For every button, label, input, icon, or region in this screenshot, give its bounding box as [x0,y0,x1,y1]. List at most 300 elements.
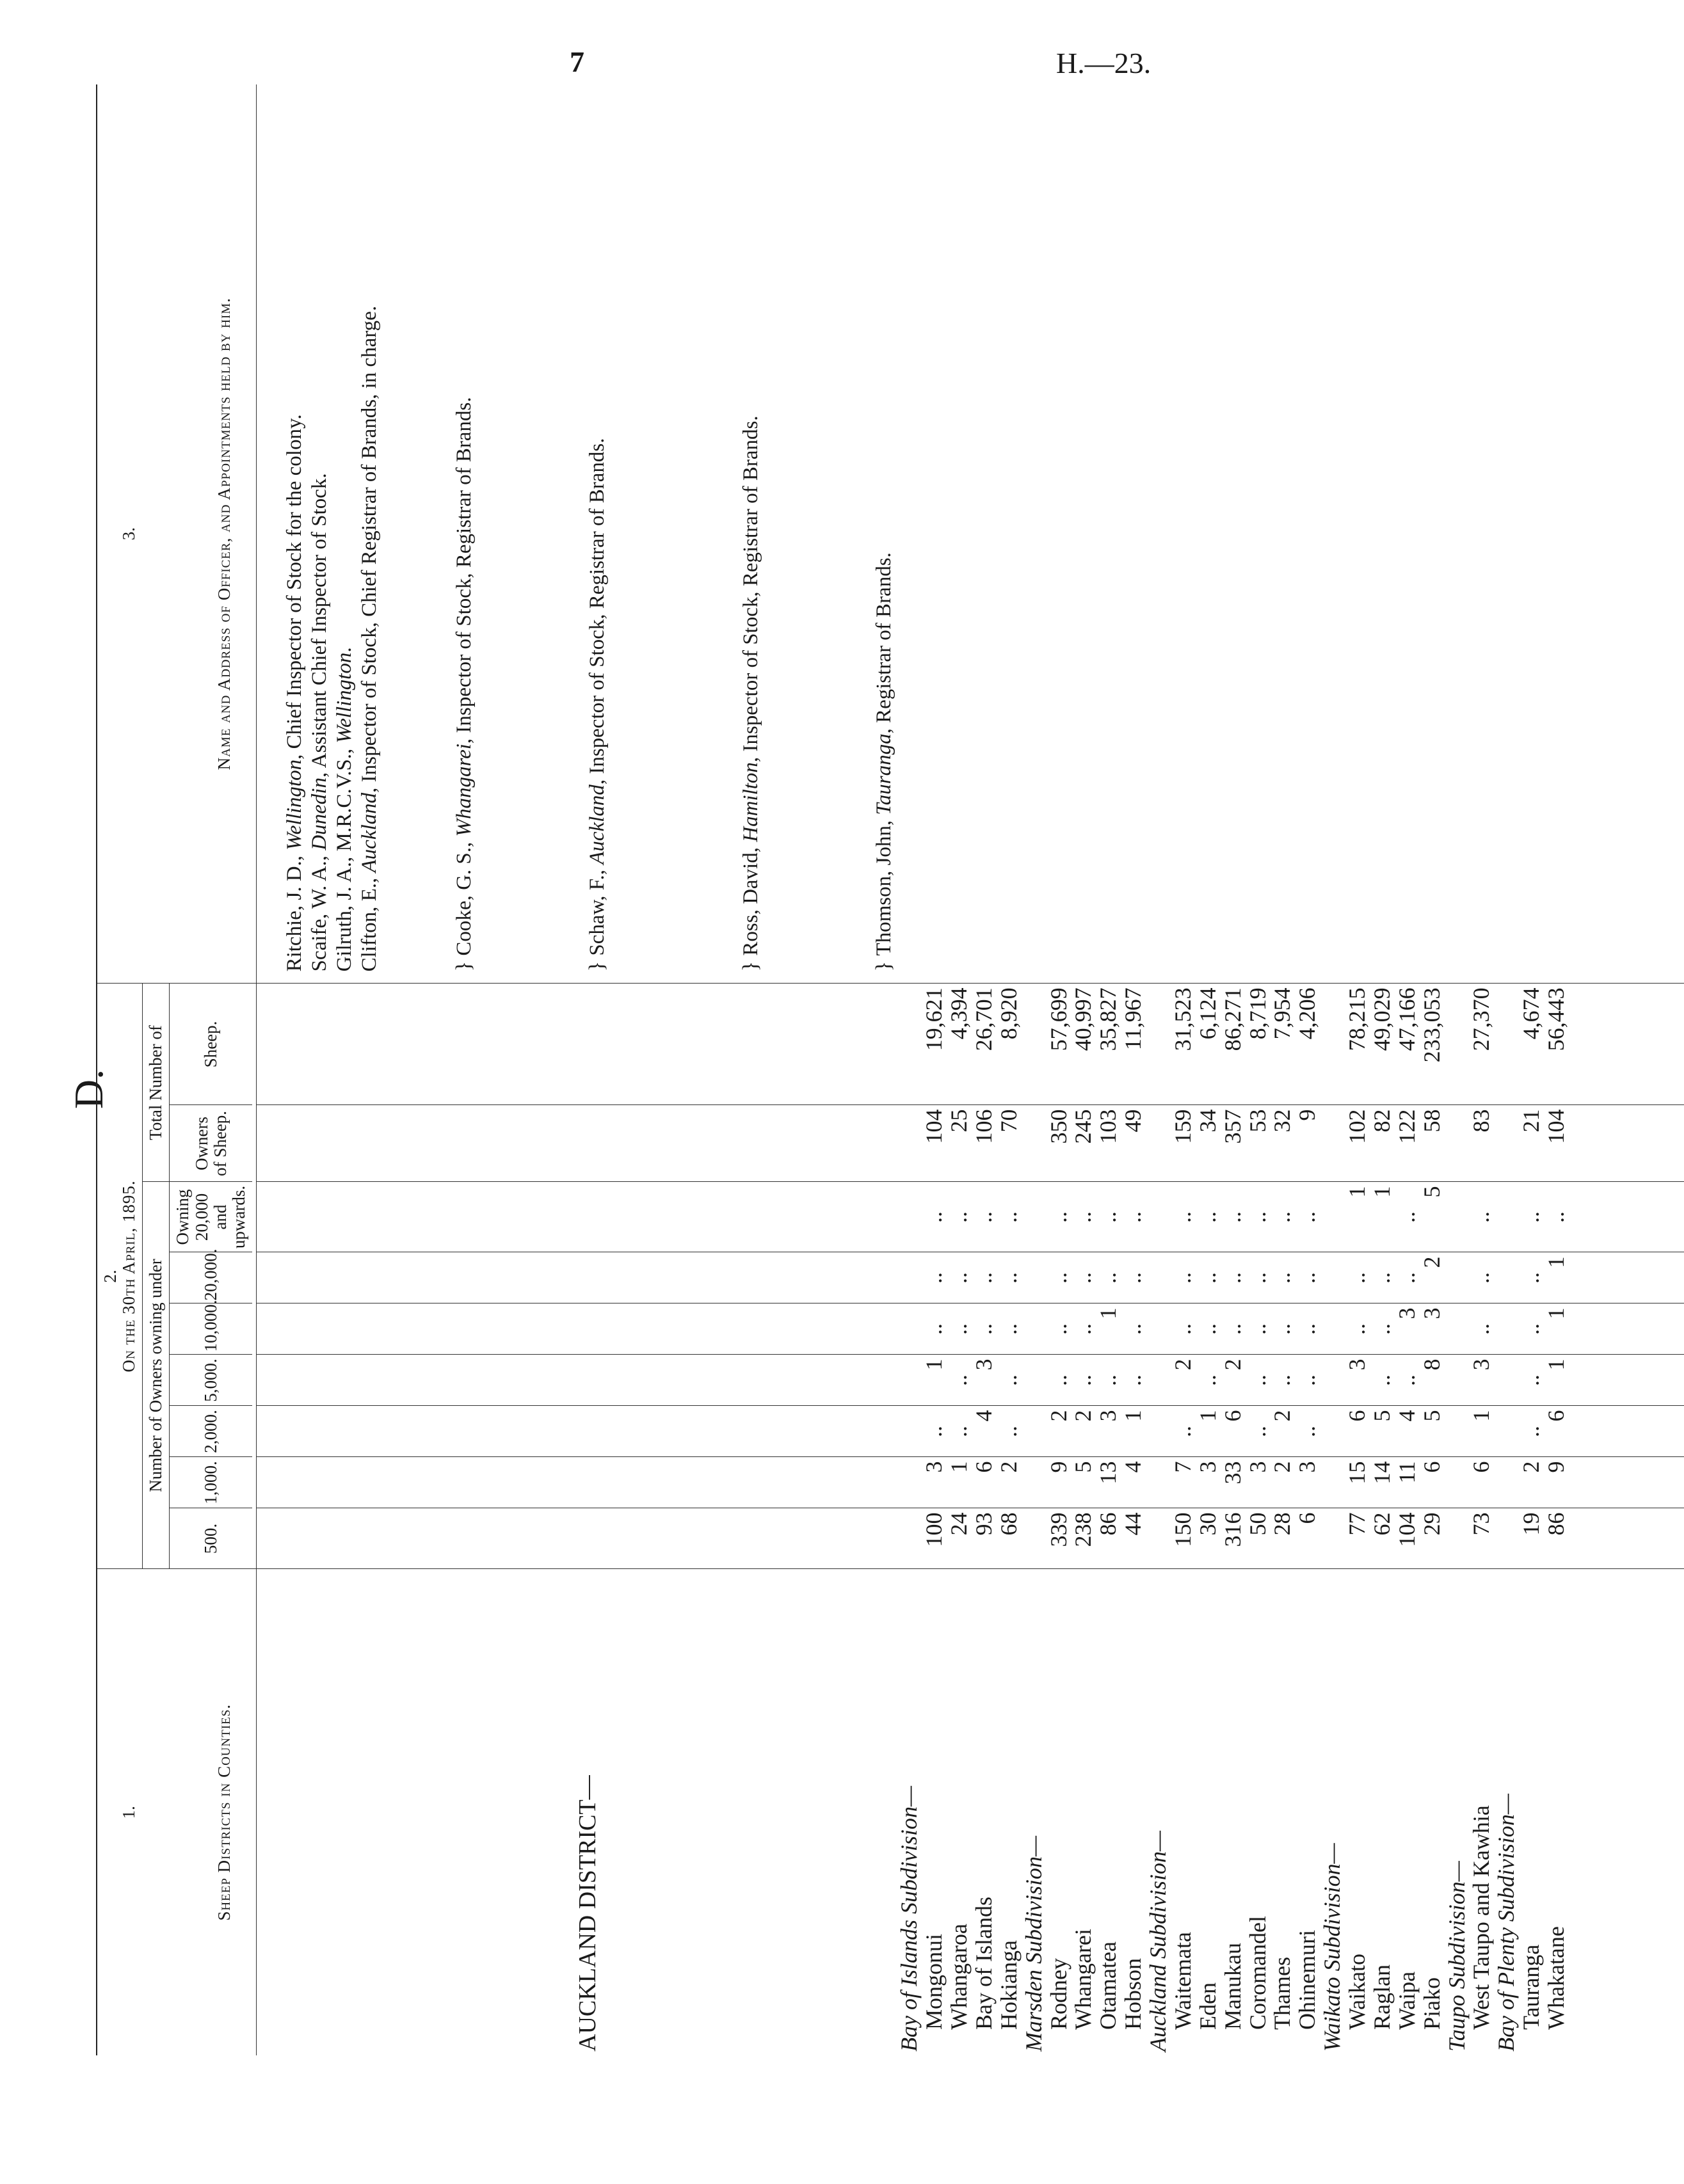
owners-under-5000: .. [947,1355,972,1406]
county-name: Waikato [1345,1569,1370,2055]
owners-under-500: 30 [1196,1508,1221,1569]
owners-under-1000: 2 [1519,1457,1544,1508]
owners-under-2000: 1 [1121,1406,1146,1457]
empty-cell [1146,1182,1171,1252]
owners-under-500: 238 [1071,1508,1096,1569]
owners-under-2000: .. [1171,1406,1196,1457]
owners-under-2000: 1 [1469,1406,1494,1457]
empty-cell [1494,1406,1519,1457]
county-row [1196,84,1221,2055]
officer-entry: Scaife, W. A., Dunedin, Assistant Chief Inspector of Stock. [308,473,332,972]
owners-under-10000: .. [1295,1303,1320,1355]
total-sheep: 56,443 [1544,984,1569,1105]
owners-under-20000: .. [1121,1252,1146,1303]
owners-under-2000: .. [1519,1406,1544,1457]
band-10000: 10,000. [170,1303,252,1355]
brace-mark: } [584,955,609,972]
owners-under-1000: 5 [1071,1457,1096,1508]
total-owners: 103 [1096,1105,1121,1182]
total-sheep: 8,719 [1246,984,1271,1105]
owners-under-10000: .. [1469,1303,1494,1355]
owners-under-2000: 5 [1370,1406,1395,1457]
total-sheep: 11,967 [1121,984,1146,1105]
owners-under-5000: .. [1519,1355,1544,1406]
table-row [257,84,575,2055]
empty-cell [1022,1406,1046,1457]
document-reference: H.—23. [1056,47,1151,79]
empty-cell [1022,984,1046,1105]
empty-cell [1022,1252,1046,1303]
total-owners: 34 [1196,1105,1221,1182]
owners-under-20000: .. [1295,1252,1320,1303]
empty-cell [1445,1182,1470,1252]
owners-under-10000: 1 [1096,1303,1121,1355]
total-sheep: 4,206 [1295,984,1320,1105]
owners-under-20000: 2 [1420,1252,1445,1303]
county-row [997,84,1022,2055]
owners-20000-upwards: .. [1121,1182,1146,1252]
subdivision-name: Auckland Subdivision— [1146,1569,1171,2055]
owners-under-10000: .. [1171,1303,1196,1355]
empty-cell [1146,1355,1171,1406]
empty-cell [1494,1252,1519,1303]
owners-under-10000: .. [1046,1303,1071,1355]
county-row [1270,84,1295,2055]
empty-cell [1146,1105,1171,1182]
owners-under-500: 93 [972,1508,997,1569]
officer-entry: Ritchie, J. D., Wellington, Chief Inspector of Stock for the colony. [283,414,307,972]
owners-20000-upwards: .. [1171,1182,1196,1252]
owners-20000-upwards: .. [1395,1182,1420,1252]
owners-under-20000: .. [922,1252,947,1303]
county-row [1370,84,1395,2055]
total-owners: 357 [1221,1105,1246,1182]
officer-entry: Gilruth, J. A., M.R.C.V.S., Wellington. [332,647,356,972]
empty-cell [1022,1182,1046,1252]
total-owners: 53 [1246,1105,1271,1182]
owners-20000-upwards: .. [1544,1182,1569,1252]
col3-title: Name and Address of Officer, and Appointments held by him. [214,298,234,770]
owners-under-20000: .. [1345,1252,1370,1303]
total-owners: 32 [1270,1105,1295,1182]
empty-cell [897,1508,922,1569]
county-name: Ohinemuri [1295,1569,1320,2055]
owners-under-10000: .. [1519,1303,1544,1355]
empty-cell [897,1406,922,1457]
owners-under-500: 73 [1469,1508,1494,1569]
empty-cell [1146,1508,1171,1569]
total-sheep: 7,954 [1270,984,1295,1105]
owners-20000-upwards: .. [1221,1182,1246,1252]
officer-entry: } Schaw, F., Auckland, Inspector of Stock, Registrar of Brands. [584,438,609,972]
owners-under-2000: 4 [1395,1406,1420,1457]
empty-cell [1146,1406,1171,1457]
subdivision-name: Taupo Subdivision— [1445,1569,1470,2055]
total-owners: 70 [997,1105,1022,1182]
owners-under-1000: 15 [1345,1457,1370,1508]
county-row [1544,84,1569,2055]
owners-under-1000: 9 [1046,1457,1071,1508]
empty-cell [1494,1355,1519,1406]
owners-20000-upwards: .. [947,1182,972,1252]
owners-under-5000: .. [997,1355,1022,1406]
band-1000: 1,000. [170,1457,252,1508]
district-title: AUCKLAND DISTRICT— [575,1569,897,2055]
county-rows [897,84,1569,2055]
empty-cell [897,1355,922,1406]
owners-20000-upwards: .. [1270,1182,1295,1252]
empty-cell [1022,1105,1046,1182]
owners-under-2000: 3 [1096,1406,1121,1457]
owners-under-5000: .. [1370,1355,1395,1406]
owners-under-500: 29 [1420,1508,1445,1569]
subdivision-row [1320,84,1345,2055]
empty-cell [1320,1303,1345,1355]
county-row [972,84,997,2055]
band-20000: 20,000. [170,1252,252,1303]
empty-cell [1494,1182,1519,1252]
empty-cell [1146,1303,1171,1355]
empty-cell [897,1252,922,1303]
table-footer [1569,84,1684,2055]
owners-under-10000: .. [922,1303,947,1355]
subdivision-row [897,84,922,2055]
empty-cell [1320,984,1345,1105]
total-sheep: 6,124 [1196,984,1221,1105]
owners-under-1000: 1 [947,1457,972,1508]
county-name: Whangarei [1071,1569,1096,2055]
owners-under-10000: .. [1345,1303,1370,1355]
total-sheep: 78,215 [1345,984,1370,1105]
col1-number: 1. [118,1806,138,1819]
empty-cell [1022,1355,1046,1406]
owners-under-20000: .. [1046,1252,1071,1303]
empty-cell [1494,1105,1519,1182]
owners-under-1000: 11 [1395,1457,1420,1508]
total-sheep: 35,827 [1096,984,1121,1105]
owners-under-500: 150 [1171,1508,1196,1569]
empty-cell [1320,1105,1345,1182]
owners-under-5000: .. [1270,1355,1295,1406]
empty-cell [897,1105,922,1182]
subdivision-row [1445,84,1470,2055]
owners-under-500: 68 [997,1508,1022,1569]
owners-under-20000: .. [1246,1252,1271,1303]
owners-under-500: 316 [1221,1508,1246,1569]
total-owners: 49 [1121,1105,1146,1182]
owners-under-500: 6 [1295,1508,1320,1569]
county-name: Mongonui [922,1569,947,2055]
owners-under-10000: .. [1221,1303,1246,1355]
total-sheep: 27,370 [1469,984,1494,1105]
owners-under-2000: 4 [972,1406,997,1457]
empty-cell [1445,1303,1470,1355]
total-sheep: 19,621 [922,984,947,1105]
owners-20000-upwards: 1 [1345,1182,1370,1252]
brace-mark: } [739,955,763,972]
owners-under-1000: 9 [1544,1457,1569,1508]
owners-under-20000: .. [1196,1252,1221,1303]
owners-under-1000: 3 [1295,1457,1320,1508]
owners-under-20000: .. [1171,1252,1196,1303]
owners-under-20000: .. [972,1252,997,1303]
owners-under-20000: .. [947,1252,972,1303]
total-sheep: 4,394 [947,984,972,1105]
county-row [1345,84,1370,2055]
county-row [947,84,972,2055]
total-owners: 104 [1544,1105,1569,1182]
empty-cell [1146,984,1171,1105]
empty-cell [1494,1457,1519,1508]
col2-title: On the 30th April, 1895. [119,1180,139,1373]
owners-under-1000: 7 [1171,1457,1196,1508]
owners-under-500: 339 [1046,1508,1071,1569]
total-number-header: Total Number of [143,984,170,1182]
owners-under-20000: .. [1469,1252,1494,1303]
owners-under-10000: .. [972,1303,997,1355]
owners-under-5000: 8 [1420,1355,1445,1406]
county-row [1295,84,1320,2055]
subdivision-name: Waikato Subdivision— [1320,1569,1345,2055]
county-name: Raglan [1370,1569,1395,2055]
owners-under-500: 86 [1096,1508,1121,1569]
owners-20000-upwards: .. [997,1182,1022,1252]
total-sheep: 31,523 [1171,984,1196,1105]
owners-under-1000: 6 [972,1457,997,1508]
county-name: Whakatane [1544,1569,1569,2055]
owners-20000-upwards: 5 [1420,1182,1445,1252]
col1-header [97,1569,257,2055]
empty-cell [897,1457,922,1508]
owners-of-sheep-header: Owners of Sheep. [170,1105,252,1182]
county-row [1171,84,1196,2055]
owners-under-5000: .. [1246,1355,1271,1406]
empty-cell [1146,1252,1171,1303]
county-row [922,84,947,2055]
empty-cell [897,984,922,1105]
officer-entry: } Ross, David, Hamilton, Inspector of Stock, Registrar of Brands. [739,415,763,972]
owners-under-2000: 6 [1345,1406,1370,1457]
appendix-letter: D. [66,1069,112,1110]
officers-cell [257,84,897,984]
county-row [1469,84,1494,2055]
sheep-districts-table [96,84,1684,2055]
empty-cell [1022,1303,1046,1355]
owners-under-10000: .. [1370,1303,1395,1355]
owners-under-500: 19 [1519,1508,1544,1569]
owners-under-5000: 2 [1221,1355,1246,1406]
owners-under-2000: .. [1246,1406,1271,1457]
total-owners: 21 [1519,1105,1544,1182]
owners-under-10000: .. [1196,1303,1221,1355]
total-owners: 25 [947,1105,972,1182]
owners-under-1000: 3 [922,1457,947,1508]
total-sheep: 40,997 [1071,984,1096,1105]
empty-cell [1445,1406,1470,1457]
owners-under-1000: 6 [1420,1457,1445,1508]
empty-cell [1022,1508,1046,1569]
owners-20000-upwards: .. [1196,1182,1221,1252]
total-sheep: 49,029 [1370,984,1395,1105]
empty-cell [1320,1355,1345,1406]
county-name: Waitemata [1171,1569,1196,2055]
owners-under-500: 44 [1121,1508,1146,1569]
owners-under-10000: 3 [1395,1303,1420,1355]
owners-under-2000: 2 [1046,1406,1071,1457]
county-name: Coromandel [1246,1569,1271,2055]
owners-20000-upwards: 1 [1370,1182,1395,1252]
owners-under-5000: .. [1046,1355,1071,1406]
total-sheep: 233,053 [1420,984,1445,1105]
band-5000: 5,000. [170,1355,252,1406]
band-500: 500. [170,1508,252,1569]
subdivision-name: Bay of Islands Subdivision— [897,1569,922,2055]
empty-cell [1445,1508,1470,1569]
county-name: Tauranga [1519,1569,1544,2055]
total-owners: 159 [1171,1105,1196,1182]
owners-under-500: 77 [1345,1508,1370,1569]
owners-under-2000: .. [1295,1406,1320,1457]
owners-under-1000: 4 [1121,1457,1146,1508]
county-name: Thames [1270,1569,1295,2055]
owners-under-2000: 6 [1221,1406,1246,1457]
brace-mark: } [872,955,896,972]
brace-mark: } [451,955,476,972]
empty-cell [1320,1252,1345,1303]
owners-under-20000: 1 [1544,1252,1569,1303]
owners-under-1000: 14 [1370,1457,1395,1508]
county-name: West Taupo and Kawhia [1469,1569,1494,2055]
county-name: Piako [1420,1569,1445,2055]
owners-under-500: 86 [1544,1508,1569,1569]
col2-number: 2. [100,1270,120,1283]
owners-20000-upwards: .. [1046,1182,1071,1252]
owners-20000-upwards: .. [1096,1182,1121,1252]
owners-under-20000: .. [1395,1252,1420,1303]
empty-cell [1022,1457,1046,1508]
owners-under-20000: .. [1221,1252,1246,1303]
owners-20000-upwards: .. [972,1182,997,1252]
county-row [1221,84,1246,2055]
total-owners: 9 [1295,1105,1320,1182]
owners-under-10000: .. [1121,1303,1146,1355]
owners-under-2000: 2 [1270,1406,1295,1457]
county-row [1121,84,1146,2055]
officer-entry: } Cooke, G. S., Whangarei, Inspector of Stock, Registrar of Brands. [451,397,476,972]
officer-entry: } Thomson, John, Tauranga, Registrar of Brands. [872,552,896,972]
owners-under-20000: .. [1071,1252,1096,1303]
owners-under-header: Number of Owners owning under [143,1182,170,1569]
total-owners: 122 [1395,1105,1420,1182]
empty-cell [1146,1457,1171,1508]
empty-cell [1445,984,1470,1105]
total-owners: 106 [972,1105,997,1182]
col1-title: Sheep Districts in Counties. [214,1703,234,1921]
owners-under-2000: .. [922,1406,947,1457]
total-sheep: 8,920 [997,984,1022,1105]
owners-20000-upwards: .. [1295,1182,1320,1252]
owners-under-5000: .. [1395,1355,1420,1406]
owners-under-5000: .. [1096,1355,1121,1406]
owners-under-500: 62 [1370,1508,1395,1569]
empty-cell [1320,1182,1345,1252]
owners-under-500: 24 [947,1508,972,1569]
empty-cell [897,1182,922,1252]
owners-under-5000: 3 [1345,1355,1370,1406]
owners-under-20000: .. [1096,1252,1121,1303]
empty-cell [1494,1508,1519,1569]
owners-under-1000: 6 [1469,1457,1494,1508]
owners-under-1000: 3 [1196,1457,1221,1508]
total-owners: 58 [1420,1105,1445,1182]
empty-cell [1445,1105,1470,1182]
owners-under-10000: 1 [1544,1303,1569,1355]
owners-under-500: 100 [922,1508,947,1569]
owners-20000-upwards: .. [922,1182,947,1252]
owners-under-5000: 1 [922,1355,947,1406]
owners-under-2000: .. [947,1406,972,1457]
county-name: Rodney [1046,1569,1071,2055]
empty-cell [1494,1303,1519,1355]
owners-20000-upwards: .. [1071,1182,1096,1252]
owners-under-5000: .. [1121,1355,1146,1406]
owners-under-500: 104 [1395,1508,1420,1569]
total-owners: 102 [1345,1105,1370,1182]
subdivision-name: Marsden Subdivision— [1022,1569,1046,2055]
owners-under-20000: .. [997,1252,1022,1303]
owners-under-2000: 6 [1544,1406,1569,1457]
county-row [1420,84,1445,2055]
total-owners: 350 [1046,1105,1071,1182]
owners-under-10000: .. [1270,1303,1295,1355]
rotated-table-wrapper [96,136,1569,2055]
empty-cell [1320,1508,1345,1569]
owners-20000-upwards: .. [1246,1182,1271,1252]
subdivision-row [1146,84,1171,2055]
owners-under-5000: 3 [1469,1355,1494,1406]
table-header [97,84,257,2055]
owners-under-10000: .. [1246,1303,1271,1355]
county-name: Waipa [1395,1569,1420,2055]
owners-under-20000: .. [1370,1252,1395,1303]
owners-under-5000: 3 [972,1355,997,1406]
owners-under-1000: 3 [1246,1457,1271,1508]
owners-under-500: 28 [1270,1508,1295,1569]
county-row [1395,84,1420,2055]
county-row [1096,84,1121,2055]
empty-cell [1445,1355,1470,1406]
page-number: 7 [570,45,584,78]
owners-under-1000: 2 [1270,1457,1295,1508]
subdivision-row [1022,84,1046,2055]
band-2000: 2,000. [170,1406,252,1457]
county-name: Manukau [1221,1569,1246,2055]
empty-cell [897,1303,922,1355]
county-name: Whangaroa [947,1569,972,2055]
owners-under-5000: 2 [1171,1355,1196,1406]
owners-under-5000: .. [1295,1355,1320,1406]
total-sheep: 4,674 [1519,984,1544,1105]
empty-cell [1445,1252,1470,1303]
total-sheep: 47,166 [1395,984,1420,1105]
county-name: Hokianga [997,1569,1022,2055]
total-sheep: 26,701 [972,984,997,1105]
col2-header [97,984,143,1569]
county-row [1046,84,1071,2055]
empty-cell [1320,1457,1345,1508]
owners-20000-upwards: .. [1519,1182,1544,1252]
owners-20000-upwards: .. [1469,1182,1494,1252]
